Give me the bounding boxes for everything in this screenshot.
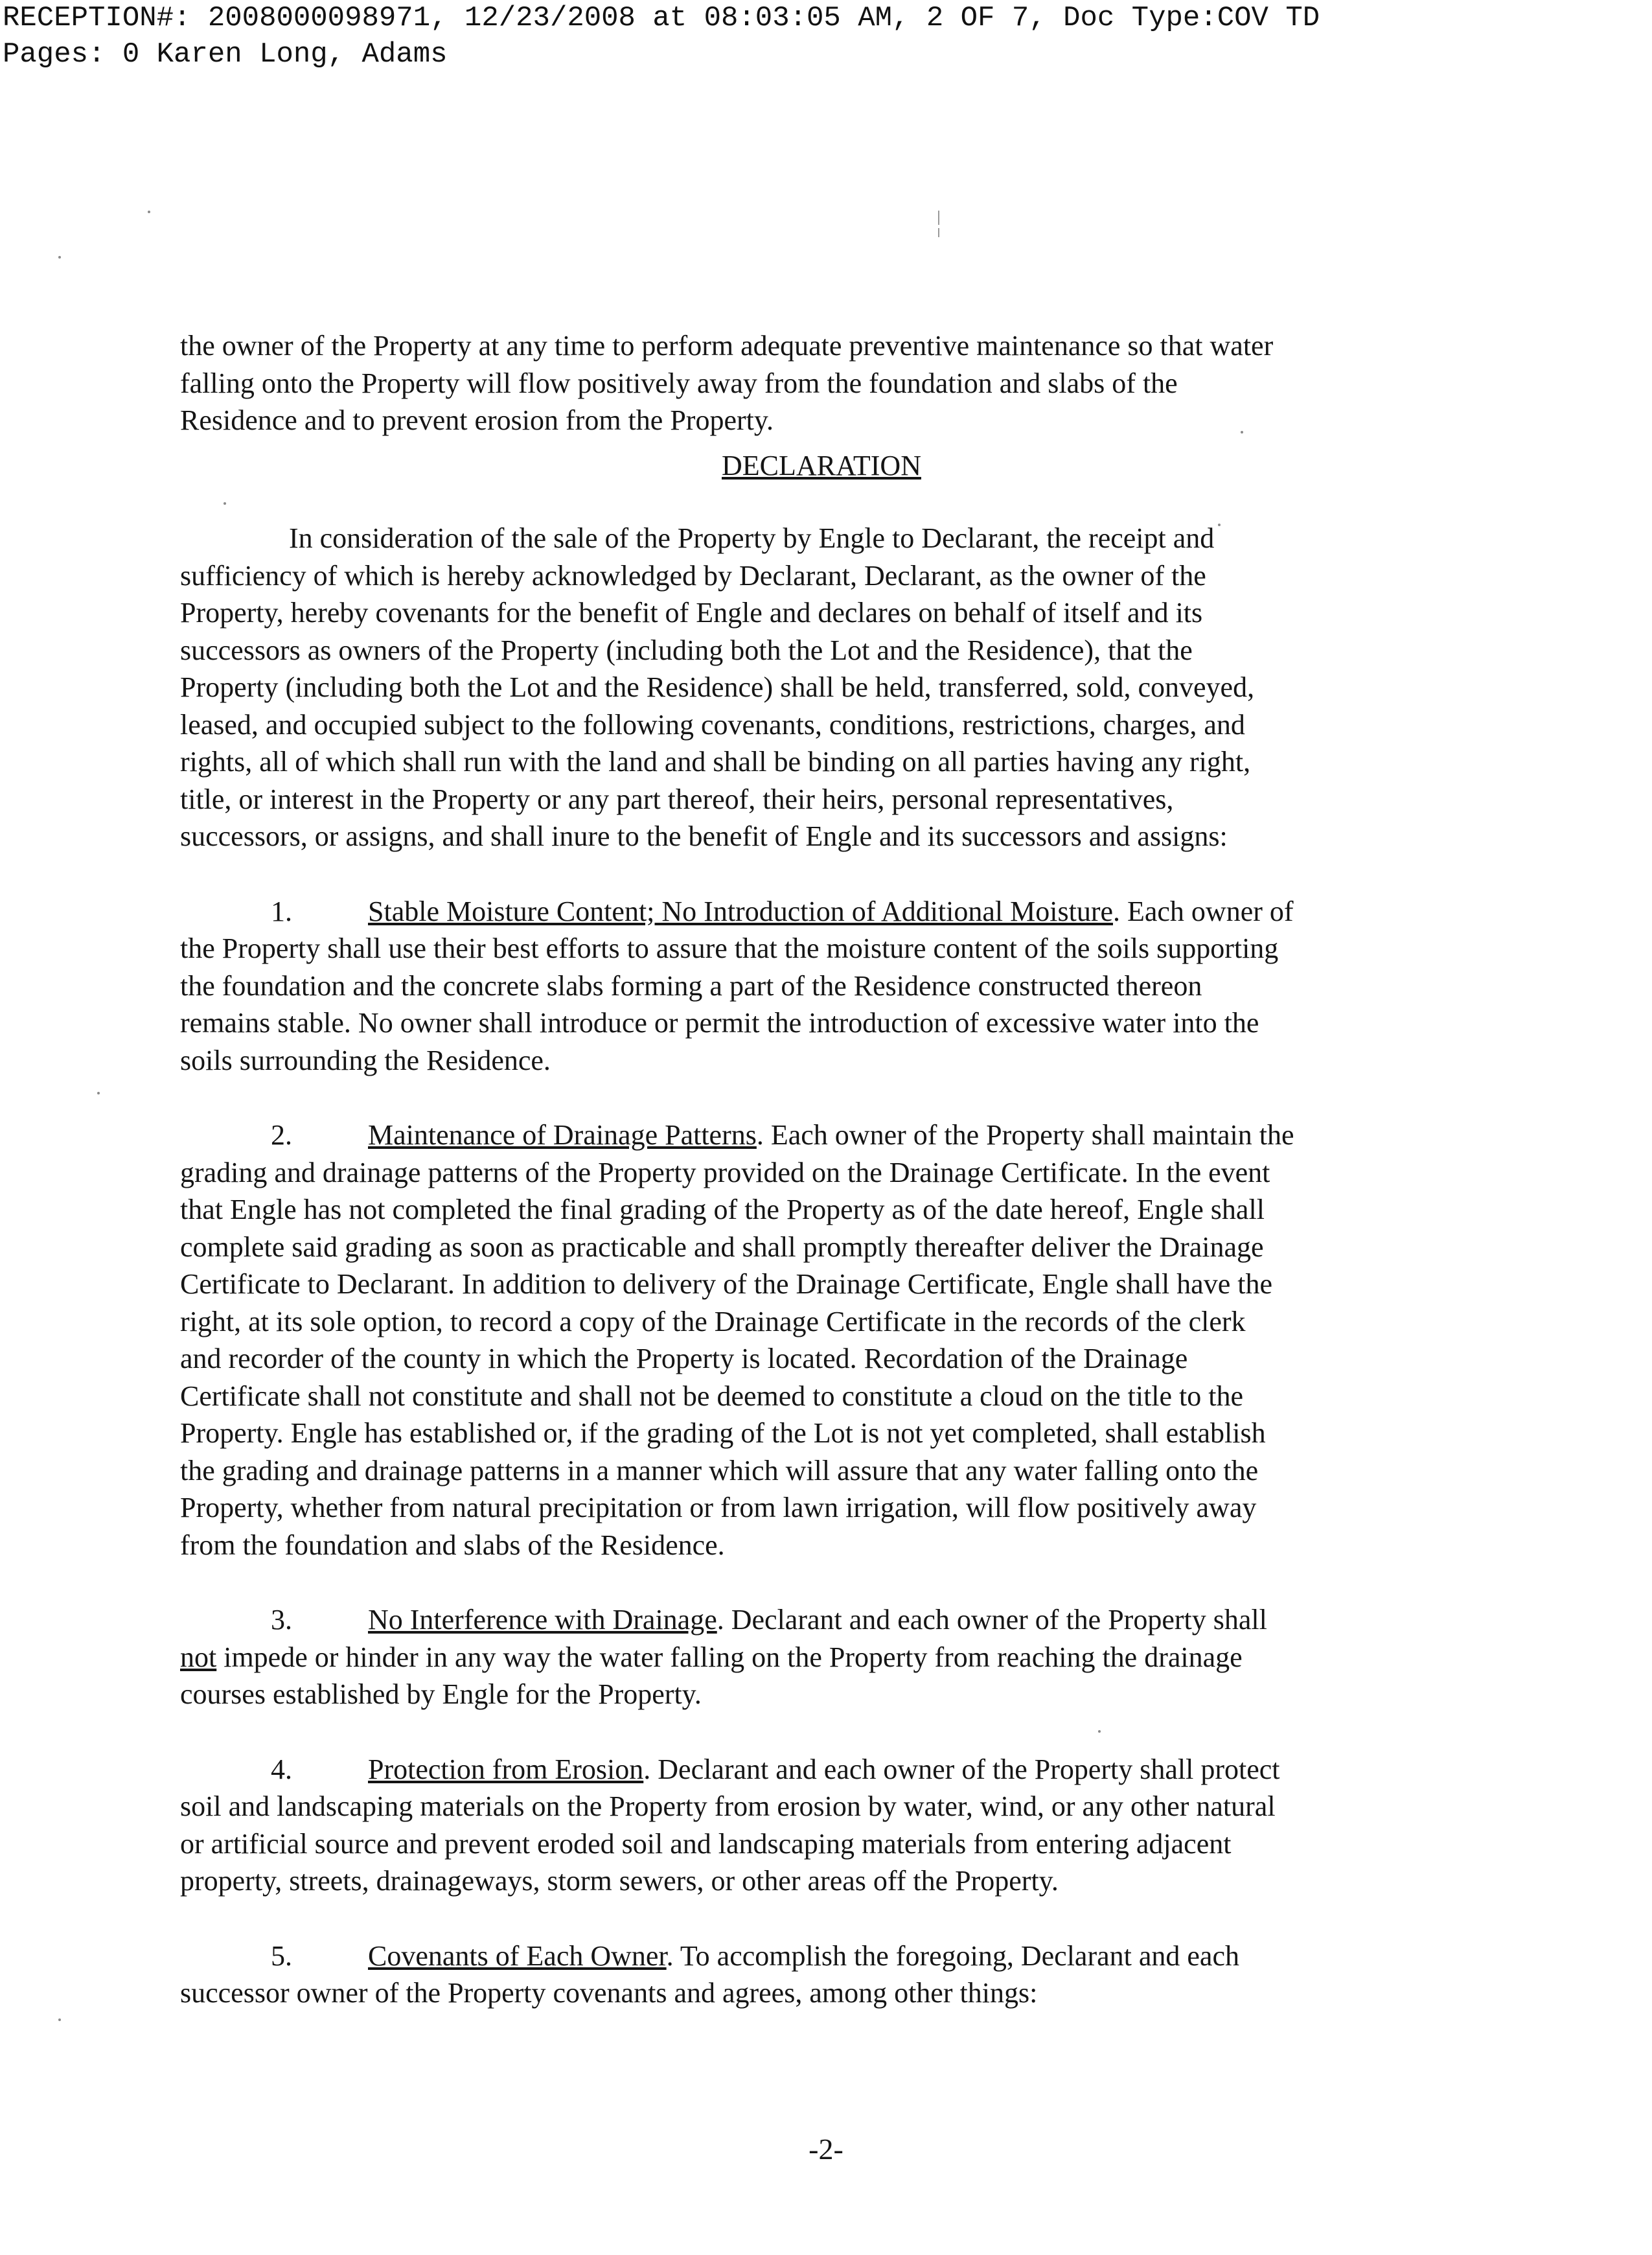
text-line: leased, and occupied subject to the following covenants, conditions, restrictions, charges, and: [180, 708, 1245, 741]
scan-speck: [97, 1092, 100, 1094]
section-first-line: [180, 1751, 1437, 1788]
text-line: successor owner of the Property covenants and agrees, among other things:: [180, 1977, 1038, 2009]
covenant-section-4: [180, 1751, 1437, 1900]
scan-mark: [938, 211, 939, 225]
section-first-line: [180, 893, 1437, 931]
text-line: successors as owners of the Property (including both the Lot and the Residence), that the: [180, 634, 1193, 666]
recording-stamp-line-2: Pages: 0 Karen Long, Adams: [3, 38, 448, 71]
covenant-section-1: [180, 893, 1437, 1080]
text-line: soil and landscaping materials on the Property from erosion by water, wind, or any other natural: [180, 1790, 1276, 1822]
text-line: the owner of the Property at any time to perform adequate preventive maintenance so that water: [180, 330, 1274, 362]
section-text: . Each owner of the Property shall maintain the: [756, 1119, 1294, 1151]
text-line: the Property shall use their best efforts to assure that the moisture content of the soils supporting: [180, 932, 1279, 964]
section-text: . Declarant and each owner of the Property shall: [717, 1604, 1267, 1636]
text-line: right, at its sole option, to record a copy of the Drainage Certificate in the records of the clerk: [180, 1305, 1246, 1337]
scan-mark: [938, 228, 939, 237]
declaration-paragraph: [180, 520, 1437, 855]
text-line: falling onto the Property will flow positively away from the foundation and slabs of the: [180, 367, 1178, 399]
section-heading: DECLARATION: [722, 449, 921, 481]
section-title: No Interference with Drainage: [368, 1604, 717, 1636]
section-number: 5.: [271, 1939, 292, 1972]
text-line: or artificial source and prevent eroded soil and landscaping materials from entering adjacent: [180, 1827, 1232, 1860]
text-line: the grading and drainage patterns in a manner which will assure that any water falling onto the: [180, 1454, 1259, 1486]
document-body: [180, 327, 1437, 2012]
emphasis-not: not: [180, 1641, 217, 1673]
section-text: impede or hinder in any way the water falling on the Property from reaching the drainage: [216, 1641, 1243, 1673]
recording-stamp-line-1: RECEPTION#: 2008000098971, 12/23/2008 at 08:03:05 AM, 2 OF 7, Doc Type:COV TD: [3, 2, 1320, 34]
text-line: Property. Engle has established or, if the grading of the Lot is not yet completed, shall establish: [180, 1417, 1266, 1449]
text-line: property, streets, drainageways, storm sewers, or other areas off the Property.: [180, 1865, 1059, 1897]
text-line: and recorder of the county in which the Property is located. Recordation of the Drainage: [180, 1343, 1188, 1374]
scan-speck: [58, 2018, 61, 2021]
text-line: remains stable. No owner shall introduce or permit the introduction of excessive water into the: [180, 1007, 1259, 1039]
section-title: Covenants of Each Owner: [368, 1939, 667, 1972]
text-line: sufficiency of which is hereby acknowledged by Declarant, Declarant, as the owner of the: [180, 559, 1206, 592]
text-line: courses established by Engle for the Property.: [180, 1678, 702, 1710]
text-line: successors, or assigns, and shall inure to the benefit of Engle and its successors and assigns:: [180, 820, 1228, 852]
recording-stamp: [3, 0, 1320, 73]
covenant-section-3: [180, 1601, 1437, 1713]
section-first-line: [180, 1116, 1437, 1154]
text-line: [180, 1639, 1437, 1676]
text-line: soils surrounding the Residence.: [180, 1044, 551, 1076]
scan-speck: [148, 211, 150, 213]
text-line: Residence and to prevent erosion from the Property.: [180, 404, 774, 436]
section-text: . Each owner of: [1113, 895, 1294, 927]
section-number: 2.: [271, 1119, 292, 1151]
section-first-line: [180, 1937, 1437, 1975]
text-line: complete said grading as soon as practicable and shall promptly thereafter deliver the Drainage: [180, 1231, 1264, 1263]
text-line: Property, hereby covenants for the benefit of Engle and declares on behalf of itself and its: [180, 597, 1203, 629]
text-line: Certificate shall not constitute and shall not be deemed to constitute a cloud on the title to the: [180, 1380, 1244, 1412]
section-number: 1.: [271, 895, 292, 927]
text-line: Property, whether from natural precipitation or from lawn irrigation, will flow positively away: [180, 1492, 1257, 1523]
covenant-section-2: [180, 1116, 1437, 1564]
text-line: Certificate to Declarant. In addition to delivery of the Drainage Certificate, Engle shall have the: [180, 1268, 1272, 1300]
text-line: from the foundation and slabs of the Residence.: [180, 1529, 725, 1561]
section-text: . To accomplish the foregoing, Declarant and each: [666, 1939, 1239, 1972]
text-line: grading and drainage patterns of the Property provided on the Drainage Certificate. In the event: [180, 1156, 1270, 1188]
text-line: the foundation and the concrete slabs forming a part of the Residence constructed thereon: [180, 969, 1202, 1002]
text-line: that Engle has not completed the final grading of the Property as of the date hereof, Engle shall: [180, 1194, 1265, 1225]
section-text: . Declarant and each owner of the Property shall protect: [643, 1753, 1280, 1785]
section-title: Maintenance of Drainage Patterns: [368, 1119, 757, 1151]
section-number: 4.: [271, 1753, 292, 1785]
section-title: Stable Moisture Content; No Introduction of Additional Moisture: [368, 895, 1113, 927]
covenant-section-5: [180, 1937, 1437, 2012]
text-line: In consideration of the sale of the Property by Engle to Declarant, the receipt and: [289, 522, 1215, 554]
section-first-line: [180, 1601, 1437, 1639]
text-line: title, or interest in the Property or any part thereof, their heirs, personal representatives,: [180, 783, 1174, 815]
section-number: 3.: [271, 1604, 292, 1636]
text-line: Property (including both the Lot and the Residence) shall be held, transferred, sold, conveyed,: [180, 671, 1255, 703]
text-line: rights, all of which shall run with the land and shall be binding on all parties having any right,: [180, 746, 1251, 778]
section-title: Protection from Erosion: [368, 1753, 644, 1785]
scan-speck: [58, 256, 61, 259]
intro-paragraph: [180, 327, 1437, 439]
page-number: -2-: [809, 2133, 843, 2166]
